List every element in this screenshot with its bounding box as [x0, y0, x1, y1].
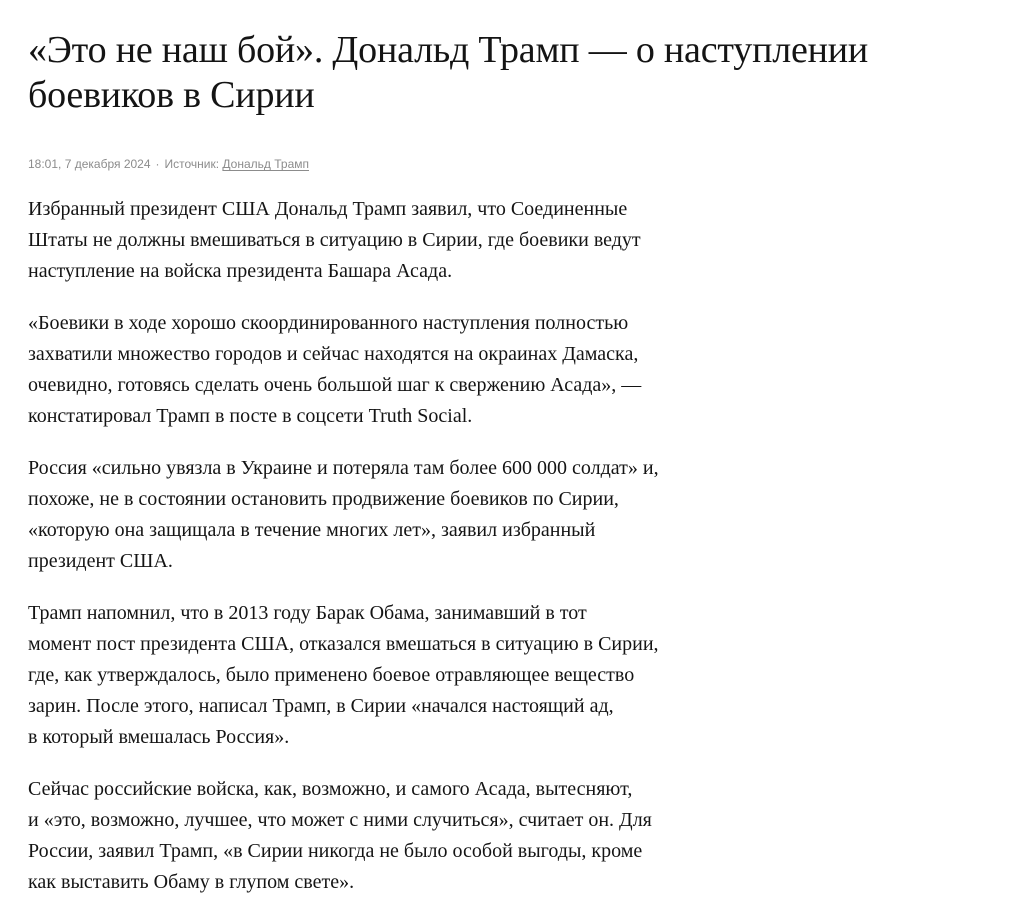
paragraph-line: наступление на войска президента Башара Асада. [28, 260, 453, 282]
paragraph-line: зарин. После этого, написал Трамп, в Сирии «начался настоящий ад, [28, 695, 614, 717]
article-paragraph [28, 453, 748, 577]
paragraph-line: в который вмешалась Россия». [28, 726, 290, 748]
paragraph-line: и «это, возможно, лучшее, что может с ними случиться», считает он. Для [28, 809, 652, 831]
paragraph-line: похоже, не в состоянии остановить продвижение боевиков по Сирии, [28, 488, 619, 510]
article-body [28, 194, 748, 898]
meta-separator: · [155, 157, 160, 171]
article-paragraph [28, 308, 748, 432]
paragraph-line: констатировал Трамп в посте в соцсети Truth Social. [28, 405, 473, 427]
article-title: «Это не наш бой». Дональд Трамп — о наступлении боевиков в Сирии [28, 29, 869, 116]
paragraph-line: Сейчас российские войска, как, возможно, и самого Асада, вытесняют, [28, 778, 633, 800]
paragraph-line: России, заявил Трамп, «в Сирии никогда не было особой выгоды, кроме [28, 840, 643, 862]
paragraph-line: Трамп напомнил, что в 2013 году Барак Обама, занимавший в тот [28, 602, 587, 624]
source-label: Источник: [164, 157, 220, 171]
article-paragraph [28, 194, 748, 287]
paragraph-line: Штаты не должны вмешиваться в ситуацию в Сирии, где боевики ведут [28, 229, 641, 251]
paragraph-line: Избранный президент США Дональд Трамп заявил, что Соединенные [28, 198, 628, 220]
paragraph-line: Россия «сильно увязла в Украине и потеряла там более 600 000 солдат» и, [28, 457, 659, 479]
paragraph-line: где, как утверждалось, было применено боевое отравляющее вещество [28, 664, 635, 686]
source-link[interactable]: Дональд Трамп [222, 157, 309, 171]
paragraph-line: очевидно, готовясь сделать очень большой шаг к свержению Асада», — [28, 374, 642, 396]
paragraph-line: момент пост президента США, отказался вмешаться в ситуацию в Сирии, [28, 633, 659, 655]
paragraph-line: «которую она защищала в течение многих лет», заявил избранный [28, 519, 596, 541]
paragraph-line: президент США. [28, 550, 173, 572]
article-paragraph [28, 774, 748, 898]
article-meta [28, 156, 988, 172]
article-paragraph [28, 598, 748, 753]
publish-datetime: 18:01, 7 декабря 2024 [28, 157, 151, 171]
paragraph-line: «Боевики в ходе хорошо скоординированного наступления полностью [28, 312, 629, 334]
article [28, 28, 988, 919]
paragraph-line: захватили множество городов и сейчас находятся на окраинах Дамаска, [28, 343, 639, 365]
paragraph-line: как выставить Обаму в глупом свете». [28, 871, 355, 893]
